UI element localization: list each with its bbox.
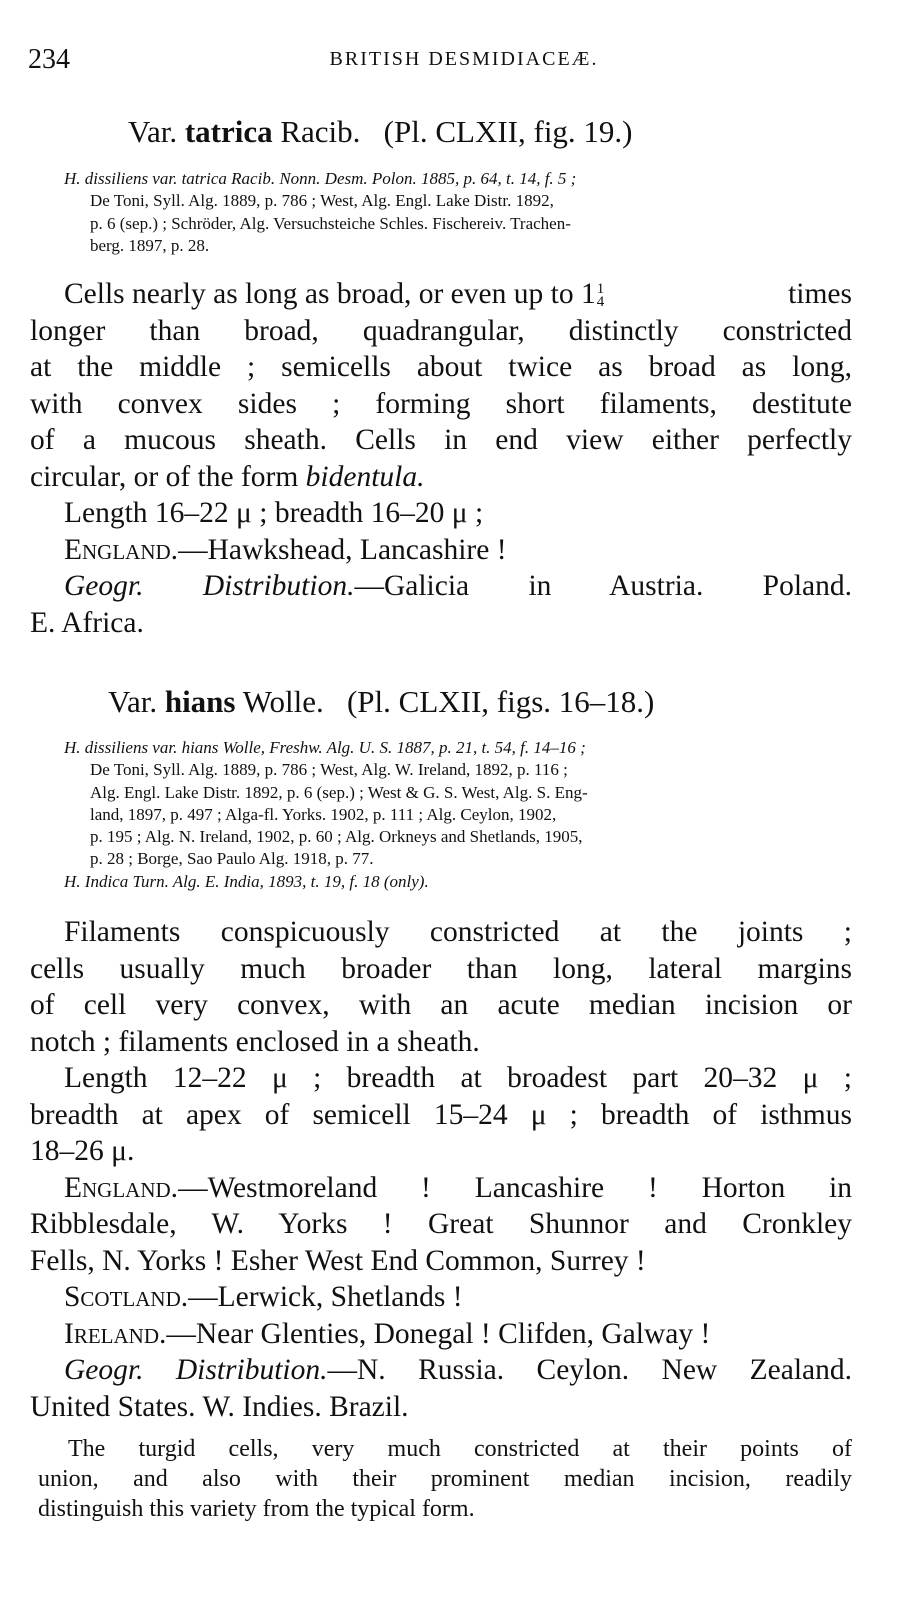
locality-ireland	[30, 1316, 852, 1353]
description-hians	[30, 914, 852, 1425]
desc-text: Cells nearly as long as broad, or even up to 1	[64, 278, 596, 310]
reference-list	[64, 168, 854, 257]
dist-text: —N. Russia. Ceylon. New Zealand.	[327, 1354, 852, 1386]
locality-scotland	[30, 1279, 852, 1316]
desc-line: of cell very convex, with an acute median incision or	[30, 989, 852, 1021]
references-tatrica	[64, 168, 854, 257]
var-author: Wolle.	[242, 684, 324, 719]
measurements: Length 16–22 μ ; breadth 16–20 μ ;	[64, 497, 484, 529]
desc-line: with convex sides ; forming short filaments, destitute	[30, 387, 852, 420]
var-name: tatrica	[184, 114, 273, 149]
reference-list-2	[64, 871, 854, 893]
desc-tail: times	[788, 278, 852, 310]
var-name: hians	[164, 684, 236, 719]
desc-line-text	[64, 276, 604, 313]
var-plate: (Pl. CLXII, fig. 19.)	[383, 114, 633, 149]
references-hians	[64, 737, 854, 893]
region-label: Ireland.	[64, 1317, 167, 1350]
ref-line: p. 195 ; Alg. N. Ireland, 1902, p. 60 ; Alg. Orkneys and Shetlands, 1905,	[90, 827, 583, 847]
ref-line: H. dissiliens var. tatrica Racib. Nonn. Desm. Polon. 1885, p. 64, t. 14, f. 5 ;	[64, 169, 577, 188]
desc-italic: bidentula.	[305, 460, 425, 493]
region-text: —Westmoreland ! Lancashire ! Horton in	[178, 1171, 852, 1204]
desc-line: at the middle ; semicells about twice as broad as long,	[30, 351, 852, 383]
desc-line: longer than broad, quadrangular, distinctly constricted	[30, 314, 852, 347]
distribution	[30, 568, 852, 605]
desc-line	[30, 459, 852, 496]
page-number: 234	[28, 44, 70, 75]
desc-line: of a mucous sheath. Cells in end view either perfectly	[30, 424, 852, 456]
var-prefix: Var.	[108, 684, 158, 719]
measurement-line: 18–26 μ.	[30, 1135, 135, 1167]
fraction	[597, 283, 605, 309]
variety-title-hians	[108, 684, 654, 720]
var-prefix: Var.	[128, 114, 178, 149]
ref-line: H. Indica Turn. Alg. E. India, 1893, t. 19, f. 18 (only).	[64, 871, 429, 891]
ref-line: H. dissiliens var. hians Wolle, Freshw. Alg. U. S. 1887, p. 21, t. 54, f. 14–16 ;	[64, 738, 586, 757]
ref-line: Alg. Engl. Lake Distr. 1892, p. 6 (sep.) ; West & G. S. West, Alg. S. Eng-	[90, 782, 588, 802]
var-author: Racib.	[280, 114, 361, 149]
ref-line: land, 1897, p. 497 ; Alga-fl. Yorks. 1902, p. 111 ; Alg. Ceylon, 1902,	[90, 804, 557, 824]
desc-line: notch ; filaments enclosed in a sheath.	[30, 1025, 480, 1058]
region-label: England.	[64, 533, 179, 566]
measurement-line: Length 12–22 μ ; breadth at broadest part 20–32 μ ;	[64, 1062, 852, 1094]
frac-num: 1	[596, 281, 605, 298]
region-text: —Lerwick, Shetlands !	[188, 1281, 463, 1313]
dist-label: Geogr. Distribution.	[64, 570, 355, 602]
ref-line: p. 6 (sep.) ; Schröder, Alg. Versuchsteiche Schles. Fischereiv. Trachen-	[90, 213, 571, 233]
ref-line: berg. 1897, p. 28.	[90, 235, 210, 255]
measurement-line: breadth at apex of semicell 15–24 μ ; breadth of isthmus	[30, 1098, 852, 1131]
region-text: Fells, N. Yorks ! Esher West End Common, Surrey !	[30, 1244, 646, 1277]
locality-england	[30, 532, 852, 569]
desc-line: cells usually much broader than long, lateral margins	[30, 952, 852, 985]
desc-line: Filaments conspicuously constricted at the joints ;	[64, 916, 852, 948]
var-plate: (Pl. CLXII, figs. 16–18.)	[346, 684, 655, 719]
dist-label: Geogr. Distribution.	[64, 1354, 328, 1386]
note-line: distinguish this variety from the typical form.	[38, 1496, 475, 1522]
desc-text: circular, or of the form	[30, 460, 299, 493]
reference-list	[64, 737, 854, 871]
desc-line	[30, 276, 852, 313]
region-text: Ribblesdale, W. Yorks ! Great Shunnor and Cronkley	[30, 1208, 852, 1240]
frac-den: 4	[596, 294, 605, 311]
region-text: —Hawkshead, Lancashire !	[178, 533, 507, 566]
description-tatrica	[30, 276, 852, 641]
ref-line: De Toni, Syll. Alg. 1889, p. 786 ; West, Alg. W. Ireland, 1892, p. 116 ;	[90, 760, 568, 780]
note-line: The turgid cells, very much constricted at their points of	[68, 1436, 852, 1462]
ref-line: p. 28 ; Borge, Sao Paulo Alg. 1918, p. 77.	[90, 849, 374, 869]
distribution	[30, 1352, 852, 1389]
page-header	[28, 44, 860, 78]
note-paragraph	[38, 1434, 852, 1524]
running-title: BRITISH DESMIDIACEÆ.	[329, 48, 599, 70]
variety-title-tatrica	[128, 114, 633, 150]
region-label: Scotland.	[64, 1281, 189, 1313]
dist-text: —Galicia in Austria. Poland.	[354, 570, 853, 602]
region-label: England.	[64, 1171, 179, 1204]
note-line: union, and also with their prominent median incision, readily	[38, 1466, 852, 1492]
distribution-cont: United States. W. Indies. Brazil.	[30, 1390, 409, 1423]
ref-line: De Toni, Syll. Alg. 1889, p. 786 ; West, Alg. Engl. Lake Distr. 1892,	[90, 191, 554, 211]
distribution-cont: E. Africa.	[30, 606, 144, 639]
locality-england	[30, 1170, 852, 1207]
region-text: —Near Glenties, Donegal ! Clifden, Galway !	[166, 1317, 711, 1350]
